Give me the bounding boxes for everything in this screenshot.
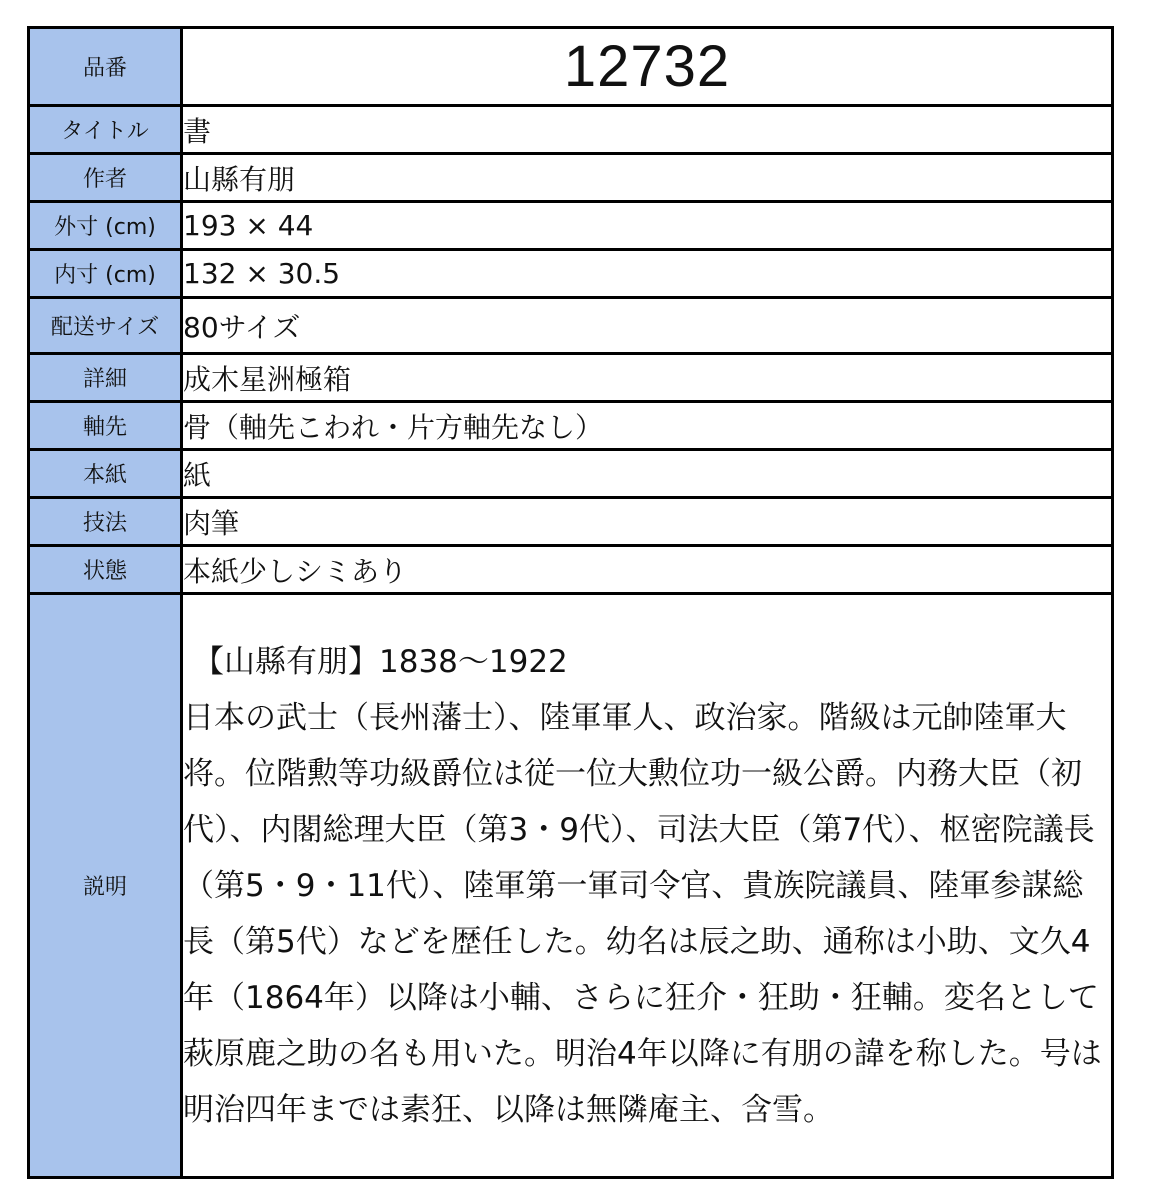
item-spec-table xyxy=(27,26,1114,1179)
label-paper: 本紙 xyxy=(29,450,182,498)
row-description xyxy=(29,594,1113,1178)
row-roller-ends xyxy=(29,402,1113,450)
description-body: 日本の武士（長州藩士）、陸軍軍人、政治家。階級は元帥陸軍大将。位階勲等功級爵位は従一位大勲位功一級公爵。内務大臣（初代）、内閣総理大臣（第3・9代）、司法大臣（第7代）、枢密院議長（第5・9・11代）、陸軍第一軍司令官、貴族院議員、陸軍参謀総長（第5代）などを歴任した。幼名は辰之助、通称は小助、文久4年（1864年）以降は小輔、さらに狂介・狂助・狂輔。変名として萩原鹿之助の名も用いた。明治4年以降に有朋の諱を称した。号は明治四年までは素狂、以降は無隣庵主、含雪。 xyxy=(183,699,1102,1128)
label-technique: 技法 xyxy=(29,498,182,546)
label-outer-size: 外寸 (cm) xyxy=(29,202,182,250)
row-shipping-size xyxy=(29,298,1113,354)
row-inner-size xyxy=(29,250,1113,298)
row-item-number xyxy=(29,28,1113,106)
value-technique: 肉筆 xyxy=(182,498,1113,546)
label-item-number: 品番 xyxy=(29,28,182,106)
value-inner-size: 132 × 30.5 xyxy=(182,250,1113,298)
value-artist: 山縣有朋 xyxy=(182,154,1113,202)
row-outer-size xyxy=(29,202,1113,250)
description-cell xyxy=(182,594,1113,1178)
row-paper xyxy=(29,450,1113,498)
label-artist: 作者 xyxy=(29,154,182,202)
row-condition xyxy=(29,546,1113,594)
row-artist xyxy=(29,154,1113,202)
label-details: 詳細 xyxy=(29,354,182,402)
value-title: 書 xyxy=(182,106,1113,154)
value-details: 成木星洲極箱 xyxy=(182,354,1113,402)
label-condition: 状態 xyxy=(29,546,182,594)
label-inner-size: 内寸 (cm) xyxy=(29,250,182,298)
value-paper: 紙 xyxy=(182,450,1113,498)
value-item-number: 12732 xyxy=(182,28,1113,106)
value-shipping-size: 80サイズ xyxy=(182,298,1113,354)
row-details xyxy=(29,354,1113,402)
value-outer-size: 193 × 44 xyxy=(182,202,1113,250)
row-technique xyxy=(29,498,1113,546)
label-description: 説明 xyxy=(29,594,182,1178)
label-shipping-size: 配送サイズ xyxy=(29,298,182,354)
description-heading: 【山縣有朋】1838〜1922 xyxy=(193,643,568,680)
value-roller-ends: 骨（軸先こわれ・片方軸先なし） xyxy=(182,402,1113,450)
label-roller-ends: 軸先 xyxy=(29,402,182,450)
label-title: タイトル xyxy=(29,106,182,154)
row-title xyxy=(29,106,1113,154)
value-condition: 本紙少しシミあり xyxy=(182,546,1113,594)
